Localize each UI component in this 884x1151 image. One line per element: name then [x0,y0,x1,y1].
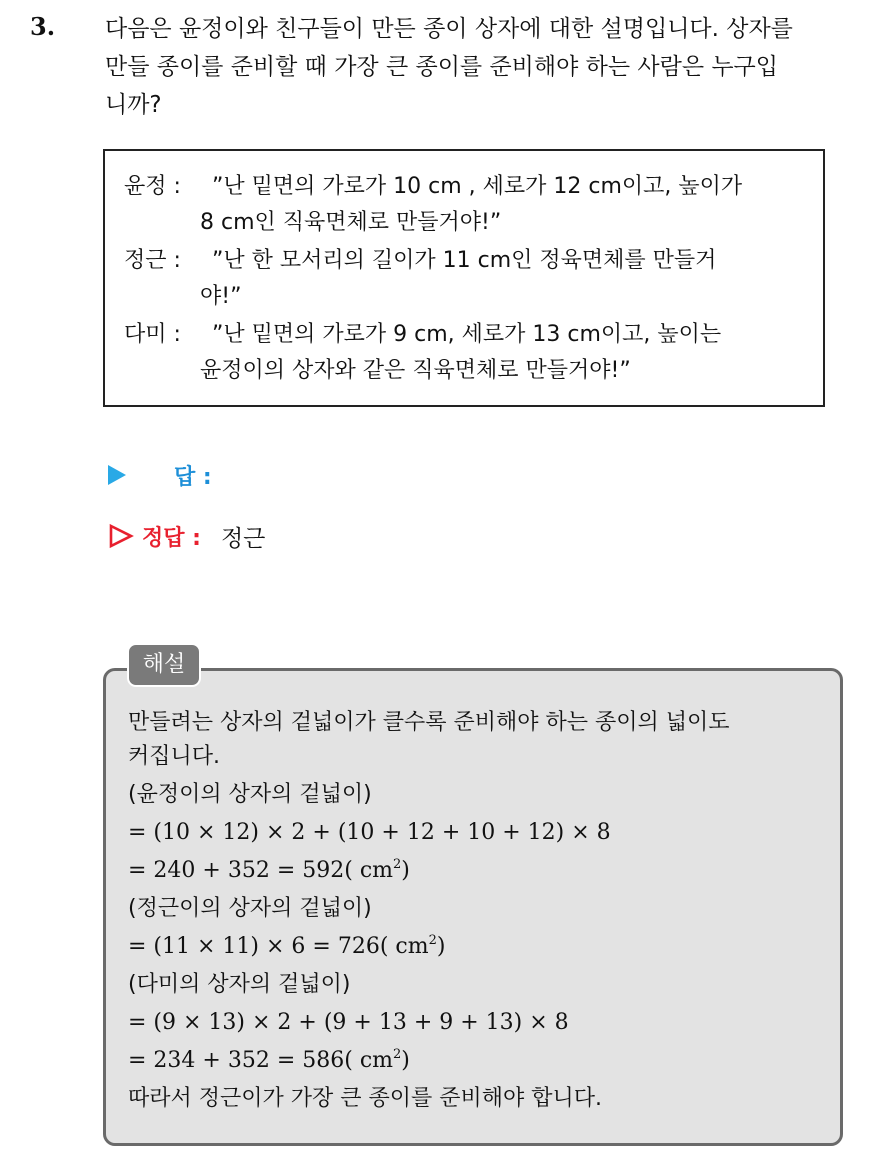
unit-exponent: 2 [393,1047,402,1062]
explanation-formula: = (10 × 12) × 2 + (10 + 12 + 10 + 12) × 8 [128,820,611,845]
explanation-formula [128,931,445,963]
explanation-line: (다미의 상자의 겉넓이) [128,972,351,997]
unit-exponent: 2 [393,857,402,872]
play-icon [108,465,126,485]
explanation-line: 따라서 정근이가 가장 큰 종이를 준비해야 합니다. [128,1086,602,1111]
explanation-line: 커집니다. [128,744,221,769]
formula-text: = 240 + 352 = 592( cm [128,858,393,883]
speaker-name: 윤정 : [124,174,181,199]
unit-close: ) [401,1048,410,1073]
dialogue-text: 야!” [200,284,242,309]
unit-close: ) [401,858,410,883]
speaker-name: 다미 : [124,322,181,347]
explanation-line: (정근이의 상자의 겉넓이) [128,896,372,921]
correct-answer-value: 정근 [220,525,266,552]
question-text-line: 다음은 윤정이와 친구들이 만든 종이 상자에 대한 설명입니다. 상자를 [105,16,793,42]
dialogue-text: 8 cm인 직육면체로 만들거야!” [200,210,502,235]
explanation-line: (윤정이의 상자의 겉넓이) [128,782,372,807]
speaker-name: 정근 : [124,248,181,273]
correct-answer-row [108,518,265,554]
answer-label: 답 : [174,464,212,490]
correct-answer-label: 정답 : [142,525,201,551]
explanation-formula: = (9 × 13) × 2 + (9 + 13 + 9 + 13) × 8 [128,1010,569,1035]
formula-text: = 234 + 352 = 586( cm [128,1048,393,1073]
dialogue-line-jeonggeun [124,243,824,279]
question-number: 3. [30,12,56,41]
explanation-box [103,668,843,1146]
explanation-formula [128,1045,410,1077]
dialogue-text: ”난 밑면의 가로가 9 cm, 세로가 13 cm이고, 높이는 [212,322,722,347]
unit-exponent: 2 [428,933,437,948]
dialogue-line-dami [124,317,824,353]
answer-row [108,459,212,491]
unit-close: ) [436,934,446,959]
question-text-line: 만들 종이를 준비할 때 가장 큰 종이를 준비해야 하는 사람은 누구입 [105,54,778,80]
open-triangle-icon [108,523,134,549]
dialogue-text: 윤정이의 상자와 같은 직육면체로 만들거야!” [200,358,631,383]
dialogue-box [103,149,825,407]
question-text [105,10,865,124]
dialogue-line-yunjeong [124,169,824,205]
explanation-line: 만들려는 상자의 겉넓이가 클수록 준비해야 하는 종이의 넓이도 [128,710,730,735]
dialogue-text: ”난 밑면의 가로가 10 cm , 세로가 12 cm이고, 높이가 [212,174,743,199]
formula-text: = (11 × 11) × 6 = 726( cm [128,934,429,959]
dialogue-text: ”난 한 모서리의 길이가 11 cm인 정육면체를 만들거 [212,248,717,273]
question-text-line: 니까? [105,92,162,118]
explanation-formula [128,855,410,887]
explanation-tab: 해설 [127,643,201,687]
